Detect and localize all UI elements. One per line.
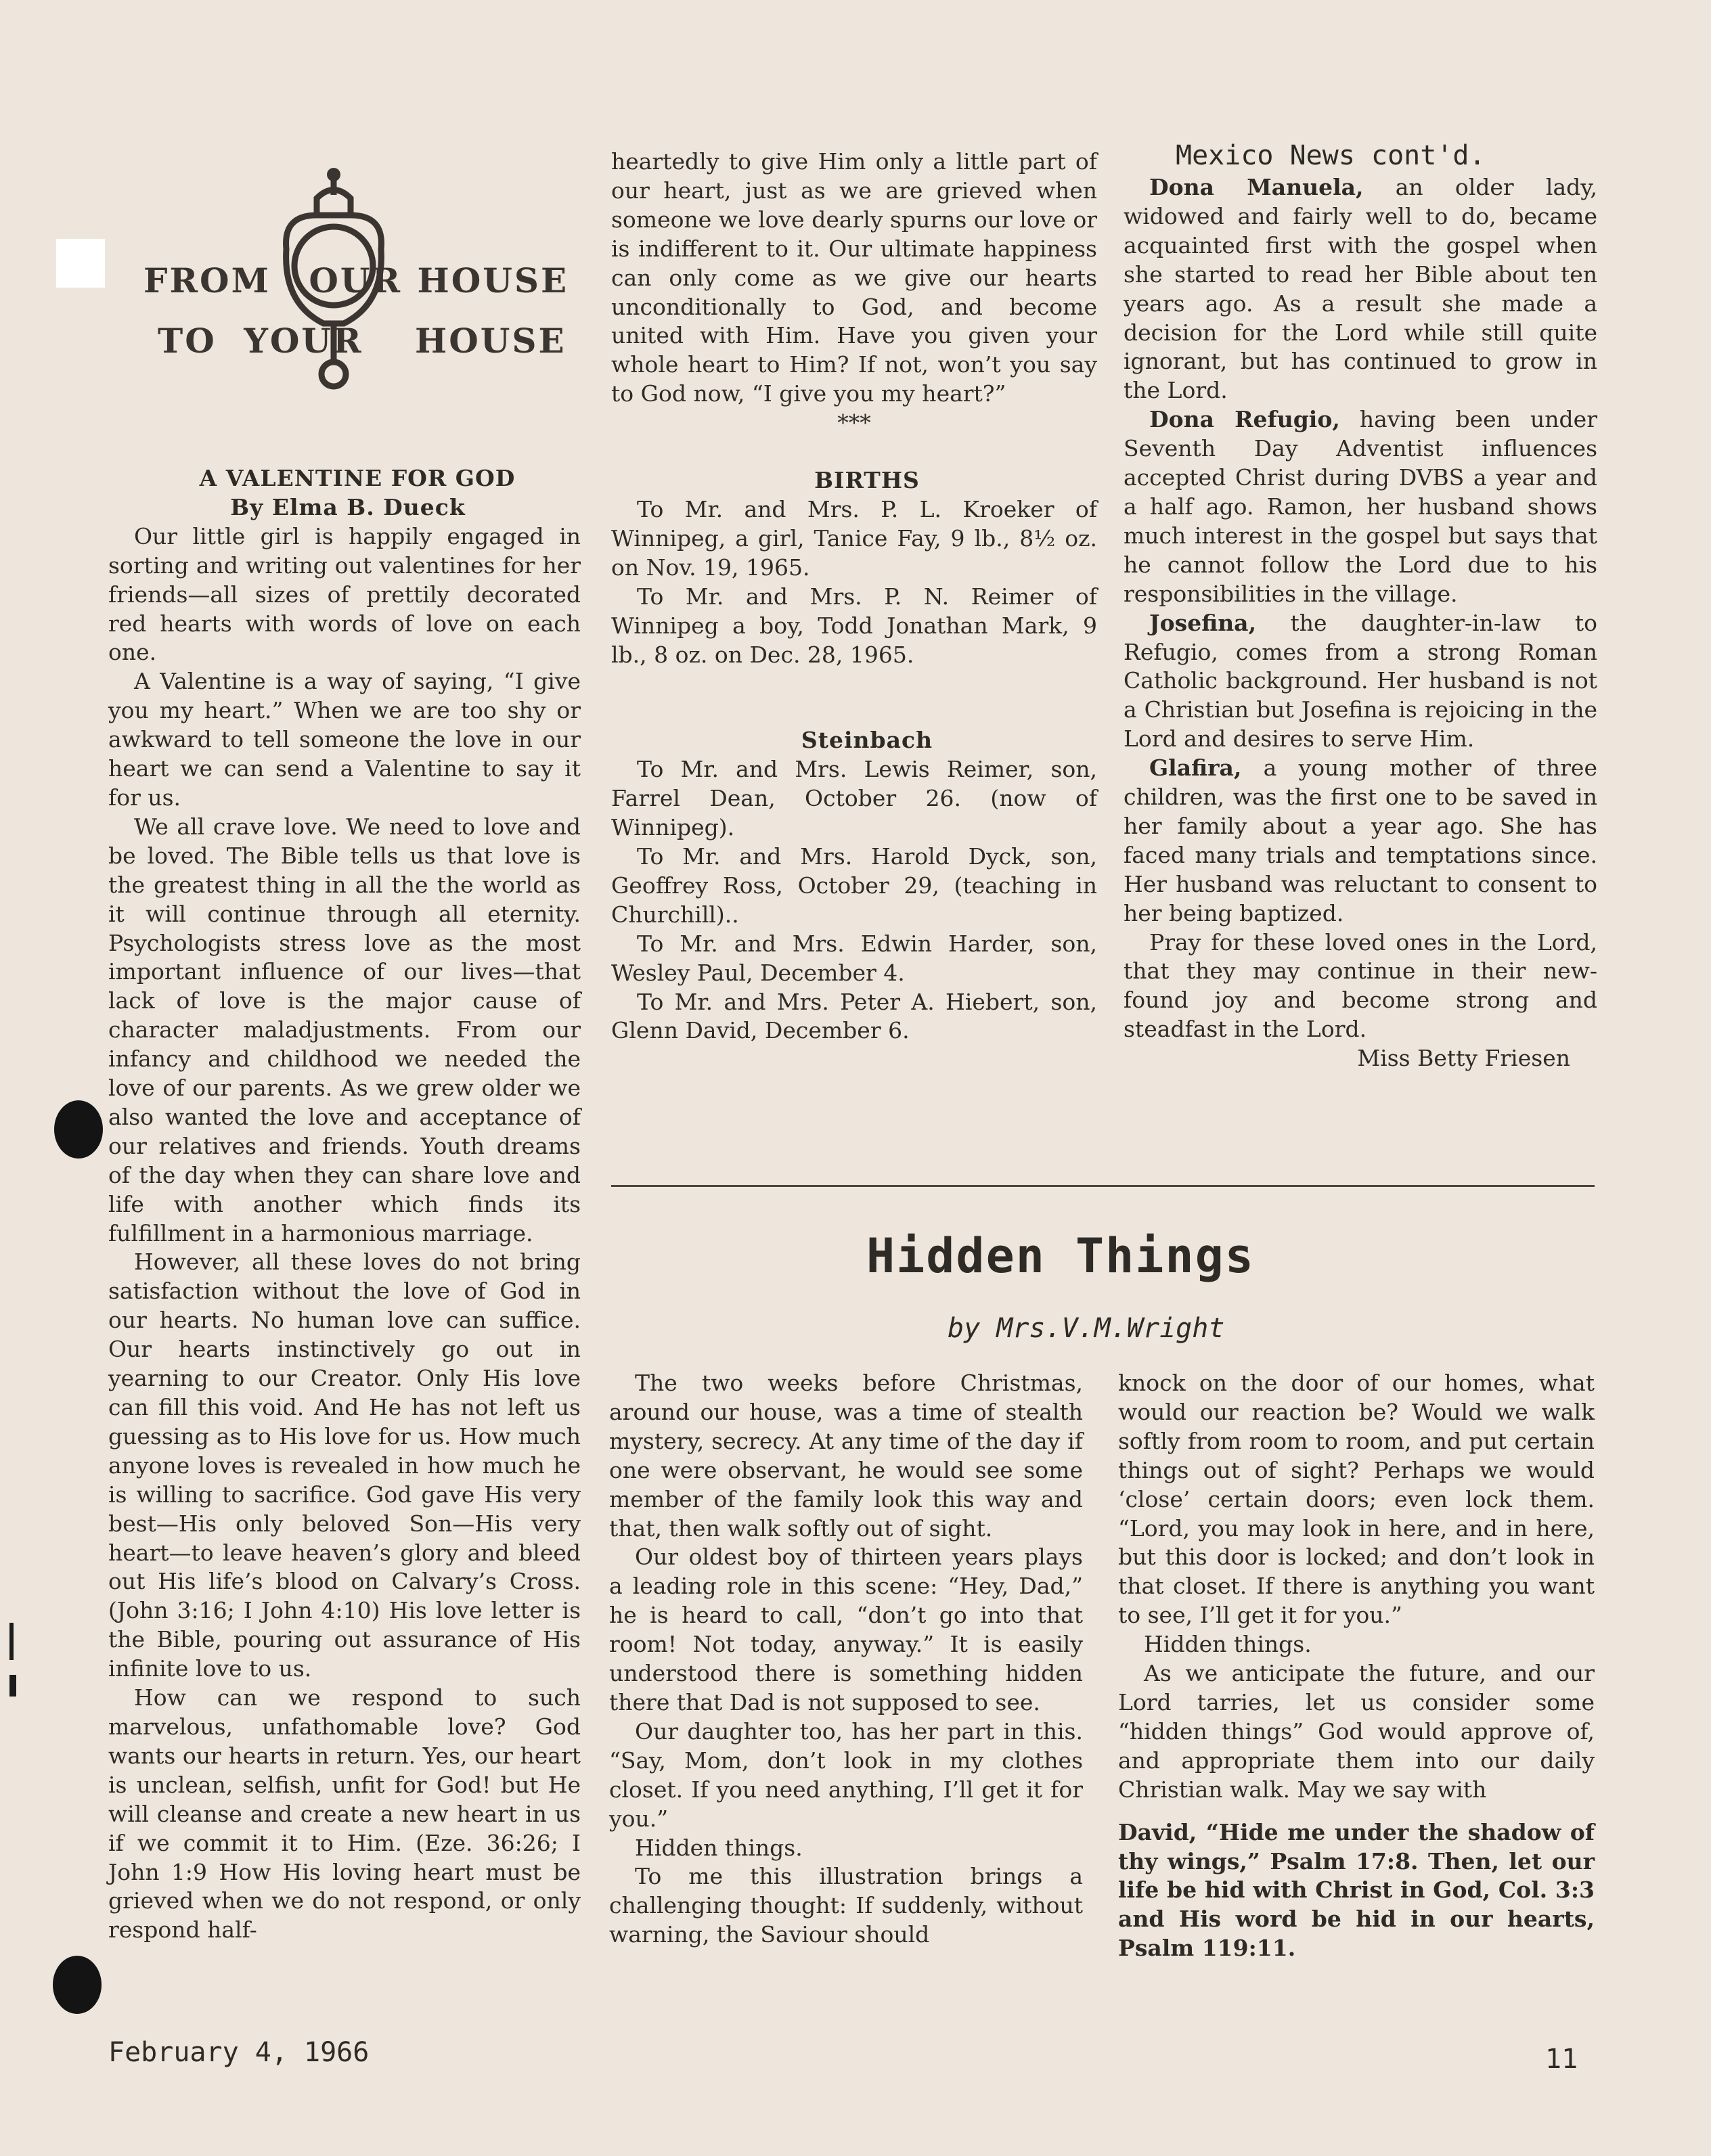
hidden-paragraph: To me this illustration brings a challenging thought: If suddenly, without warning, the Saviour should — [609, 1863, 1083, 1948]
valentine-article — [108, 464, 581, 1945]
hidden-paragraph-closing: David, “Hide me under the shadow of thy wings,” Psalm 17:8. Then, let our life be hid with Christ in God, Col. 3:3 and His word be hid in our hearts, Psalm 119:11. — [1118, 1818, 1595, 1962]
stars-divider: *** — [837, 409, 871, 436]
hidden-paragraph: Our oldest boy of thirteen years plays a leading role in this scene: “Hey, Dad,” he is heard to call, “don’t go into that room! Not today, anyway.” It is easily understood there is something hidden there that Dad is not supposed to see. — [609, 1544, 1083, 1715]
punch-hole-lower — [53, 1956, 102, 2014]
mexico-person-name: Josefina, — [1149, 609, 1257, 636]
logo-house-2: HOUSE — [415, 321, 566, 361]
hidden-things-title: Hidden Things — [866, 1228, 1255, 1284]
hidden-paragraph: Our daughter too, has her part in this. “Say, Mom, don’t look in my clothes closet. If you need anything, I’ll get it for you.” — [609, 1717, 1083, 1832]
mexico-paragraph-text: a young mother of three children, was the first one to be saved in her family about a year ago. She has faced many trials and temptations since. Her husband was reluctant to consent to her being baptized. — [1124, 755, 1597, 926]
hidden-paragraph: The two weeks before Christmas, around our house, was a time of stealth mystery, secrecy. At any time of the day if one were observant, he would see some member of the family look this way and that, then walk softly out of sight. — [609, 1370, 1083, 1542]
mexico-paragraph-text: having been under Seventh Day Adventist influences accepted Christ during DVBS a year and a half ago. Ramon, her husband shows much interest in the gospel but says that he cannot follow the Lord due to his responsibilities in the village. — [1124, 406, 1597, 607]
hidden-paragraph: Hidden things. — [1144, 1631, 1312, 1658]
valentine-paragraph: A Valentine is a way of saying, “I give you my heart.” When we are too shy or awkward to tell someone the love in our heart we can send a Valentine to say it for us. — [108, 668, 581, 811]
steinbach-entry: To Mr. and Mrs. Lewis Reimer, son, Farrel Dean, October 26. (now of Winnipeg). — [611, 756, 1097, 841]
logo-our: OUR — [309, 261, 403, 300]
valentine-paragraph: We all crave love. We need to love and be loved. The Bible tells us that love is the greatest thing in all the the world as it will continue through all eternity. Psychologists stress love as the most important influence of our lives—that lack of love is the major cause of character maladjustments. From our infancy and childhood we needed the love of our parents. As we grew older we also wanted the love and acceptance of our relatives and friends. Youth dreams of the day when they can share love and life with another which finds its fulfillment in a harmonious marriage. — [108, 813, 581, 1247]
edge-mark — [9, 1675, 16, 1697]
birth-entry: To Mr. and Mrs. P. L. Kroeker of Winnipeg, a girl, Tanice Fay, 9 lb., 8½ oz. on Nov. 19, 1965. — [611, 495, 1097, 581]
steinbach-title: Steinbach — [801, 727, 933, 754]
mexico-paragraph — [1124, 405, 1597, 608]
logo-from: FROM — [143, 261, 271, 300]
hidden-things-col-1 — [609, 1369, 1083, 1950]
steinbach-entry: To Mr. and Mrs. Peter A. Hiebert, son, Glenn David, December 6. — [611, 988, 1097, 1044]
steinbach-entry: To Mr. and Mrs. Harold Dyck, son, Geoffrey Ross, October 29, (teaching in Churchill).. — [611, 843, 1097, 928]
mexico-paragraph-text: an older lady, widowed and fairly well to do, became acquainted first with the gospel when she started to read her Bible about ten years ago. As a result she made a decision for the Lord while still quite ignorant, but has continued to grow in the Lord. — [1124, 174, 1597, 404]
mexico-person-name: Glafira, — [1149, 755, 1242, 782]
page-number: 11 — [1545, 2044, 1578, 2075]
white-tab-mark — [56, 239, 105, 288]
middle-column-upper — [611, 148, 1097, 1046]
logo-your: YOUR — [244, 321, 363, 361]
footer-date: February 4, 1966 — [108, 2037, 370, 2068]
mexico-paragraph — [1124, 173, 1597, 405]
valentine-continuation: heartedly to give Him only a little part of our heart, just as we are grieved when someone we love dearly spurns our love or is indifferent to it. Our ultimate happiness can only come as we give our hearts unconditionally to God, and become united with Him. Have you given your whole heart to Him? If not, won’t you say to God now, “I give you my heart?” — [611, 148, 1097, 407]
births-title: BIRTHS — [814, 467, 920, 494]
birth-entry: To Mr. and Mrs. P. N. Reimer of Winnipeg a boy, Todd Jonathan Mark, 9 lb., 8 oz. on Dec. 28, 1965. — [611, 583, 1097, 668]
punch-hole-upper — [54, 1100, 103, 1159]
mexico-paragraph: Pray for these loved ones in the Lord, that they may continue in their new-found joy and become strong and steadfast in the Lord. — [1124, 928, 1597, 1043]
hidden-things-col-2 — [1118, 1369, 1595, 1963]
valentine-title: A VALENTINE FOR GOD — [199, 465, 516, 491]
mexico-news — [1124, 173, 1597, 1073]
valentine-paragraph: How can we respond to such marvelous, unfathomable love? God wants our hearts in return. Yes, our heart is unclean, selfish, unfit for God! but He will cleanse and create a new heart in us if we commit it to Him. (Eze. 36:26; I John 1:9 How His loving heart must be grieved when we do not respond, or only respond half- — [108, 1684, 581, 1944]
logo-to: TO — [158, 321, 217, 361]
logo-house: HOUSE — [417, 261, 569, 300]
mexico-person-name: Dona Refugio, — [1149, 406, 1340, 433]
mexico-paragraph — [1124, 754, 1597, 928]
mexico-signature: Miss Betty Friesen — [1357, 1045, 1570, 1072]
valentine-paragraph: However, all these loves do not bring satisfaction without the love of God in our hearts. No human love can suffice. Our hearts instinctively go out in yearning to our Creator. Only His love can fill this void. And He has not left us guessing as to His love for us. How much anyone loves is revealed in how much he is willing to sacrifice. God gave His very best—His only beloved Son—His very heart—to leave heaven’s glory and bleed out His life’s blood on Calvary’s Cross. (John 3:16; I John 4:10) His love letter is the Bible, pouring out assurance of His infinite love to us. — [108, 1249, 581, 1682]
hidden-paragraph: As we anticipate the future, and our Lord tarries, let us consider some “hidden things” God would approve of, and appropriate them into our daily Christian walk. May we say with — [1118, 1660, 1595, 1803]
mexico-heading: Mexico News cont'd. — [1176, 140, 1486, 171]
valentine-byline: By Elma B. Dueck — [230, 493, 466, 520]
hidden-things-byline: by Mrs.V.M.Wright — [948, 1313, 1225, 1344]
hidden-paragraph: knock on the door of our homes, what would our reaction be? Would we walk softly from room to room, and put certain things out of sight? Perhaps we would ‘close’ certain doors; even lock them. “Lord, you may look in here, and in here, but this door is locked; and don’t look in that closet. If there is anything you want to see, I’ll get it for you.” — [1118, 1370, 1595, 1629]
mexico-paragraph-text: the daughter-in-law to Refugio, comes from a strong Roman Catholic background. Her husband is not a Christian but Josefina is rejoicing in the Lord and desires to serve Him. — [1124, 609, 1597, 753]
valentine-paragraph: Our little girl is happily engaged in sorting and writing out valentines for her friends—all sizes of prettily decorated red hearts with words of love on each one. — [108, 522, 581, 666]
mexico-paragraph — [1124, 609, 1597, 755]
edge-mark — [9, 1623, 14, 1660]
steinbach-entry: To Mr. and Mrs. Edwin Harder, son, Wesley Paul, December 4. — [611, 930, 1097, 986]
mexico-person-name: Dona Manuela, — [1149, 174, 1364, 200]
hidden-paragraph: Hidden things. — [635, 1834, 803, 1861]
section-divider — [611, 1185, 1595, 1187]
